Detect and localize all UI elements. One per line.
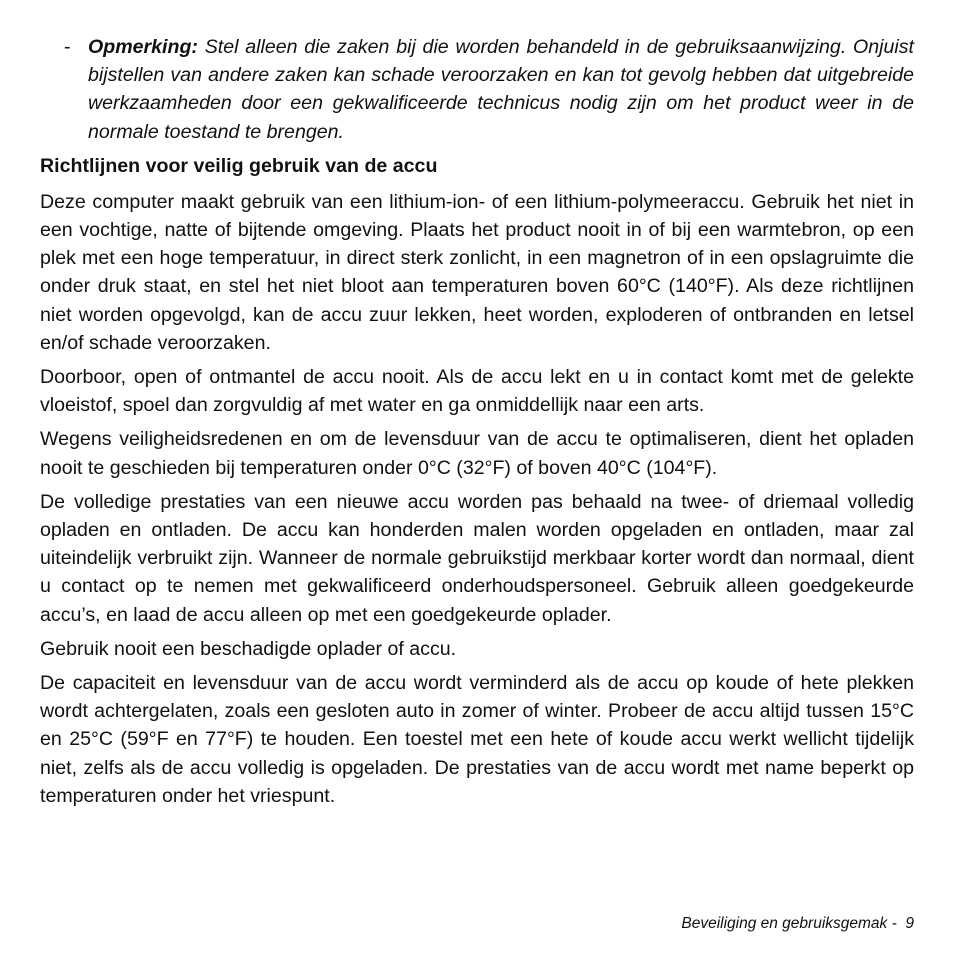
paragraph-full-performance: De volledige prestaties van een nieuwe accu worden pas behaald na twee- of driemaal volledig opladen en ontladen. De accu kan honderden malen worden opgeladen en ontladen, maar zal uiteindelijk verbruikt zijn. Wanneer de normale gebruikstijd merkbaar korter wordt dan normaal, dient u contact op te nemen met gekwalificeerd onderhoudspersoneel. Gebruik alleen goedgekeurde accu’s, en laad de accu alleen op met een goedgekeurde oplader. [40, 490, 914, 626]
note-body [88, 33, 914, 146]
note-block [40, 33, 914, 146]
section-heading: Richtlijnen voor veilig gebruik van de accu [40, 154, 438, 177]
note-text: Stel alleen die zaken bij die worden behandeld in de gebruiksaanwijzing. Onjuist bijstellen van andere zaken kan schade veroorzaken en kan tot gevolg hebben dat uitgebreide werkzaamheden door een gekwalificeerde technicus nodig zijn om het product weer in de normale toestand te brengen. [88, 36, 914, 143]
page-footer: Beveiliging en gebruiksgemak - 9 [681, 915, 914, 932]
note-label: Opmerking: [88, 36, 198, 58]
paragraph-capacity-temperature: De capaciteit en levensduur van de accu wordt verminderd als de accu op koude of hete plekken wordt achtergelaten, zoals een gesloten auto in zomer of winter. Probeer de accu altijd tussen 15°C en 25°C (59°F en 77°F) te houden. Een toestel met een hete of koude accu werkt wellicht tijdelijk niet, zelfs als de accu volledig is opgeladen. De prestaties van de accu wordt met name beperkt op temperaturen onder het vriespunt. [40, 672, 914, 807]
paragraph-lithium-warning: Deze computer maakt gebruik van een lithium-ion- of een lithium-polymeeraccu. Gebruik het niet in een vochtige, natte of bijtende omgeving. Plaats het product nooit in of bij een warmtebron, op een plek met een hoge temperatuur, in direct sterk zonlicht, in een magnetron of in een opslagruimte die onder druk staat, en stel het niet bloot aan temperaturen boven 60°C (140°F). Als deze richtlijnen niet worden opgevolgd, kan de accu zuur lekken, heet worden, exploderen of ontbranden en letsel en/of schade veroorzaken. [40, 190, 914, 354]
paragraph-do-not-puncture: Doorboor, open of ontmantel de accu nooit. Als de accu lekt en u in contact komt met de gelekte vloeistof, spoel dan zorgvuldig af met water en ga onmiddellijk naar een arts. [40, 366, 914, 417]
paragraph-charging-temperature: Wegens veiligheidsredenen en om de levensduur van de accu te optimaliseren, dient het opladen nooit te geschieden bij temperaturen onder 0°C (32°F) of boven 40°C (104°F). [40, 428, 914, 479]
page-content [40, 33, 914, 816]
paragraph-damaged-charger: Gebruik nooit een beschadigde oplader of accu. [40, 637, 457, 660]
note-dash: - [64, 36, 71, 58]
